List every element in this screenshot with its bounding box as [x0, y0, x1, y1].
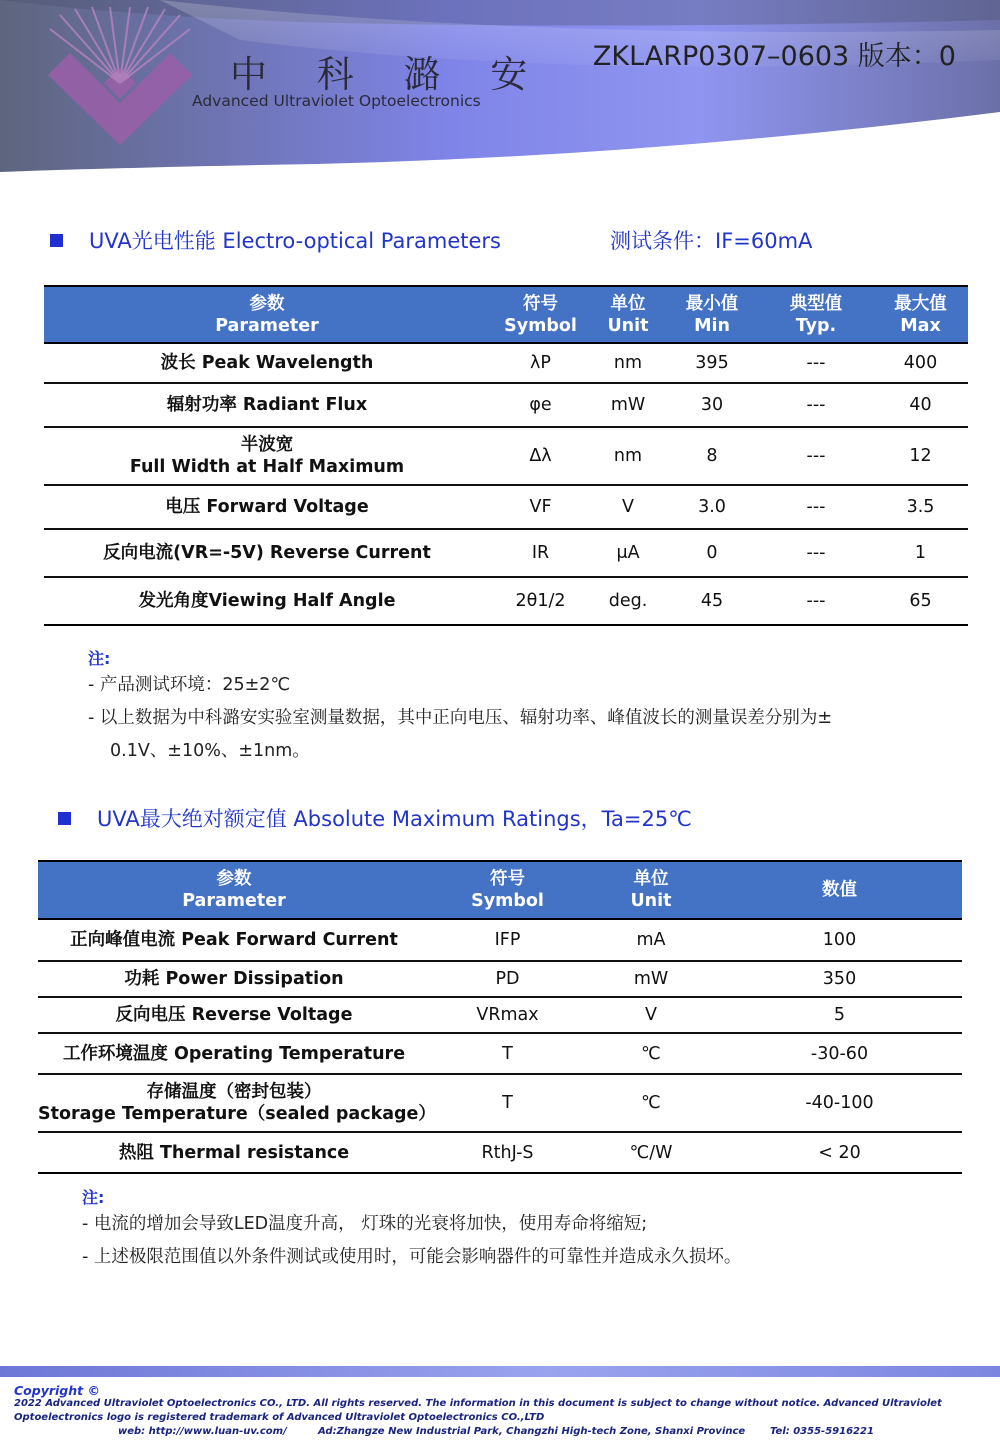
col-header-value: 数值: [717, 861, 962, 919]
page-footer: [0, 1366, 1000, 1444]
table-row: 辐射功率 Radiant Flux φe mW 30 --- 40: [44, 383, 968, 427]
bullet-square-icon: [50, 234, 63, 247]
table-row: 正向峰值电流 Peak Forward Current IFP mA 100: [38, 919, 962, 961]
notes-heading: 注:: [88, 649, 111, 668]
page-header: [0, 0, 1000, 182]
note-line: - 产品测试环境：25±2℃: [88, 675, 291, 695]
company-logo-icon: [40, 5, 200, 155]
notes-section-2: [82, 1185, 962, 1274]
col-header-unit: 单位 Unit: [591, 286, 665, 343]
col-header-parameter: 参数 Parameter: [38, 861, 430, 919]
table-row: 半波宽 Full Width at Half Maximum Δλ nm 8 --- 12: [44, 427, 968, 485]
note-line: 0.1V、±10%、±1nm。: [110, 741, 310, 761]
table-row: 工作环境温度 Operating Temperature T ℃ -30-60: [38, 1033, 962, 1074]
note-line: - 以上数据为中科潞安实验室测量数据，其中正向电压、辐射功率、峰值波长的测量误差分别为±: [88, 708, 833, 728]
table-row: 功耗 Power Dissipation PD mW 350: [38, 961, 962, 997]
section-title-electro-optical: UVA光电性能 Electro-optical Parameters: [50, 225, 501, 255]
copyright-label: Copyright ©: [14, 1383, 100, 1398]
absolute-max-ratings-table: [38, 860, 962, 1174]
notes-heading: 注:: [82, 1188, 105, 1207]
section-title-absolute-max: UVA最大绝对额定值 Absolute Maximum Ratings，Ta=25℃: [58, 803, 692, 833]
table-row: 反向电压 Reverse Voltage VRmax V 5: [38, 997, 962, 1033]
footer-tel: Tel: 0355-5916221: [770, 1426, 874, 1437]
company-name-en: Advanced Ultraviolet Optoelectronics: [192, 92, 481, 110]
table-header-row: [44, 286, 968, 343]
table-row: 电压 Forward Voltage VF V 3.0 --- 3.5: [44, 485, 968, 529]
footer-web-link[interactable]: web: http://www.luan-uv.com/: [118, 1426, 287, 1437]
document-id: ZKLARP0307–0603 版本：0: [592, 41, 956, 72]
footer-legal-line-1: 2022 Advanced Ultraviolet Optoelectronics CO., LTD. All rights reserved. The information in this document is subject to change without notice. Advanced Ultraviolet: [14, 1398, 942, 1409]
note-line: - 电流的增加会导致LED温度升高， 灯珠的光衰将加快，使用寿命将缩短;: [82, 1214, 648, 1234]
table-header-row: [38, 861, 962, 919]
bullet-square-icon: [58, 812, 71, 825]
footer-legal-line-2: Optoelectronics logo is registered trademark of Advanced Ultraviolet Optoelectronics CO.,LTD: [14, 1412, 545, 1423]
table-row: 发光角度Viewing Half Angle 2θ1/2 deg. 45 --- 65: [44, 577, 968, 625]
footer-address: Ad:Zhangze New Industrial Park, Changzhi High-tech Zone, Shanxi Province: [318, 1426, 746, 1437]
table-row: 反向电流(VR=-5V) Reverse Current IR μA 0 --- 1: [44, 529, 968, 577]
table-row: 波长 Peak Wavelength λP nm 395 --- 400: [44, 343, 968, 383]
table-row: 热阻 Thermal resistance RthJ-S ℃/W < 20: [38, 1132, 962, 1173]
notes-section-1: [88, 646, 948, 768]
table-row: 存储温度（密封包装） Storage Temperature（sealed package） T ℃ -40-100: [38, 1074, 962, 1132]
footer-bar: [0, 1366, 1000, 1377]
test-condition: 测试条件：IF=60mA: [610, 229, 813, 253]
electro-optical-table: [44, 285, 968, 626]
col-header-symbol: 符号 Symbol: [490, 286, 591, 343]
col-header-max: 最大值 Max: [873, 286, 968, 343]
col-header-parameter: 参数 Parameter: [44, 286, 490, 343]
note-line: - 上述极限范围值以外条件测试或使用时，可能会影响器件的可靠性并造成永久损坏。: [82, 1247, 742, 1267]
col-header-typ: 典型值 Typ.: [759, 286, 873, 343]
col-header-symbol: 符号 Symbol: [430, 861, 585, 919]
col-header-unit: 单位 Unit: [585, 861, 717, 919]
col-header-min: 最小值 Min: [665, 286, 759, 343]
company-name-cn: 中 科 潞 安: [230, 53, 547, 96]
